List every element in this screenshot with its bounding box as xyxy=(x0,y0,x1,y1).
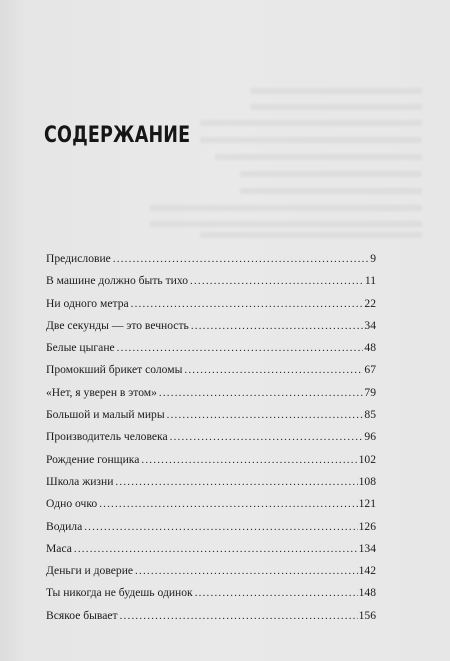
toc-entry-title: Большой и малый миры xyxy=(46,408,165,422)
toc-entry-title: Две секунды — это вечность xyxy=(46,318,189,332)
dot-leader xyxy=(190,270,364,292)
dot-leader xyxy=(117,337,364,359)
dot-leader xyxy=(141,449,357,471)
toc-entry-page-number: 11 xyxy=(364,274,376,288)
toc-entry-title: Водила xyxy=(46,519,83,533)
dot-leader xyxy=(113,248,369,270)
toc-entry xyxy=(46,471,376,493)
table-of-contents xyxy=(46,248,376,627)
toc-entry-page-number: 108 xyxy=(358,474,376,488)
ghost-line xyxy=(215,154,422,160)
dot-leader xyxy=(115,471,357,493)
toc-entry xyxy=(46,359,376,381)
dot-leader xyxy=(191,315,364,337)
toc-entry xyxy=(46,404,376,426)
toc-entry-page-number: 9 xyxy=(370,252,376,265)
toc-entry xyxy=(46,538,376,560)
toc-entry-title: «Нет, я уверен в этом» xyxy=(46,385,157,399)
toc-entry-page-number: 134 xyxy=(358,541,376,555)
toc-entry-page-number: 79 xyxy=(364,385,376,399)
toc-entry-title: Всякое бывает xyxy=(46,608,118,622)
toc-entry xyxy=(46,582,376,604)
dot-leader xyxy=(99,493,357,515)
toc-entry-page-number: 142 xyxy=(358,564,376,578)
dot-leader xyxy=(167,404,364,426)
toc-entry xyxy=(46,516,376,538)
toc-entry xyxy=(46,315,376,337)
dot-leader xyxy=(184,359,363,381)
toc-entry-title: Ни одного метра xyxy=(46,296,129,310)
dot-leader xyxy=(84,516,357,538)
dot-leader xyxy=(195,582,358,604)
toc-entry-title: Предисловие xyxy=(46,252,111,265)
toc-entry-page-number: 96 xyxy=(364,430,376,444)
ghost-line xyxy=(240,188,422,194)
toc-entry-page-number: 156 xyxy=(358,608,376,622)
ghost-line xyxy=(200,120,422,126)
toc-entry-page-number: 126 xyxy=(358,519,376,533)
toc-entry-title: Промокший брикет соломы xyxy=(46,363,183,377)
toc-entry xyxy=(46,337,376,359)
ghost-line xyxy=(240,171,422,177)
toc-entry xyxy=(46,493,376,515)
toc-entry-title: Производитель человека xyxy=(46,430,168,444)
dot-leader xyxy=(120,605,358,627)
toc-entry-title: Белые цыгане xyxy=(46,341,115,355)
ghost-line xyxy=(200,232,422,238)
toc-entry-title: Одно очко xyxy=(46,497,98,511)
toc-entry xyxy=(46,248,376,270)
toc-entry-title: Ты никогда не будешь одинок xyxy=(46,586,193,600)
toc-entry-page-number: 34 xyxy=(364,318,376,332)
toc-entry-page-number: 22 xyxy=(364,296,376,310)
toc-entry-page-number: 67 xyxy=(364,363,376,377)
toc-entry-title: Рождение гонщика xyxy=(46,452,140,466)
ghost-line xyxy=(250,88,422,94)
toc-entry-title: Маса xyxy=(46,541,72,555)
toc-entry-page-number: 85 xyxy=(364,408,376,422)
dot-leader xyxy=(131,293,364,315)
toc-entry xyxy=(46,560,376,582)
ghost-line xyxy=(250,104,422,110)
page-title: СОДЕРЖАНИЕ xyxy=(44,122,191,148)
toc-entry-page-number: 48 xyxy=(364,341,376,355)
toc-entry-page-number: 102 xyxy=(358,452,376,466)
toc-entry-title: Школа жизни xyxy=(46,474,114,488)
toc-entry-title: В машине должно быть тихо xyxy=(46,274,189,288)
toc-entry xyxy=(46,426,376,448)
toc-entry xyxy=(46,449,376,471)
toc-entry xyxy=(46,293,376,315)
toc-entry xyxy=(46,382,376,404)
toc-entry-page-number: 148 xyxy=(358,586,376,600)
toc-entry xyxy=(46,270,376,292)
ghost-line xyxy=(200,137,422,143)
dot-leader xyxy=(74,538,358,560)
dot-leader xyxy=(170,426,364,448)
dot-leader xyxy=(159,382,364,404)
dot-leader xyxy=(135,560,358,582)
ghost-line xyxy=(150,221,422,227)
toc-entry-page-number: 121 xyxy=(358,497,376,511)
toc-entry-title: Деньги и доверие xyxy=(46,564,134,578)
toc-entry xyxy=(46,605,376,627)
ghost-line xyxy=(150,205,422,211)
